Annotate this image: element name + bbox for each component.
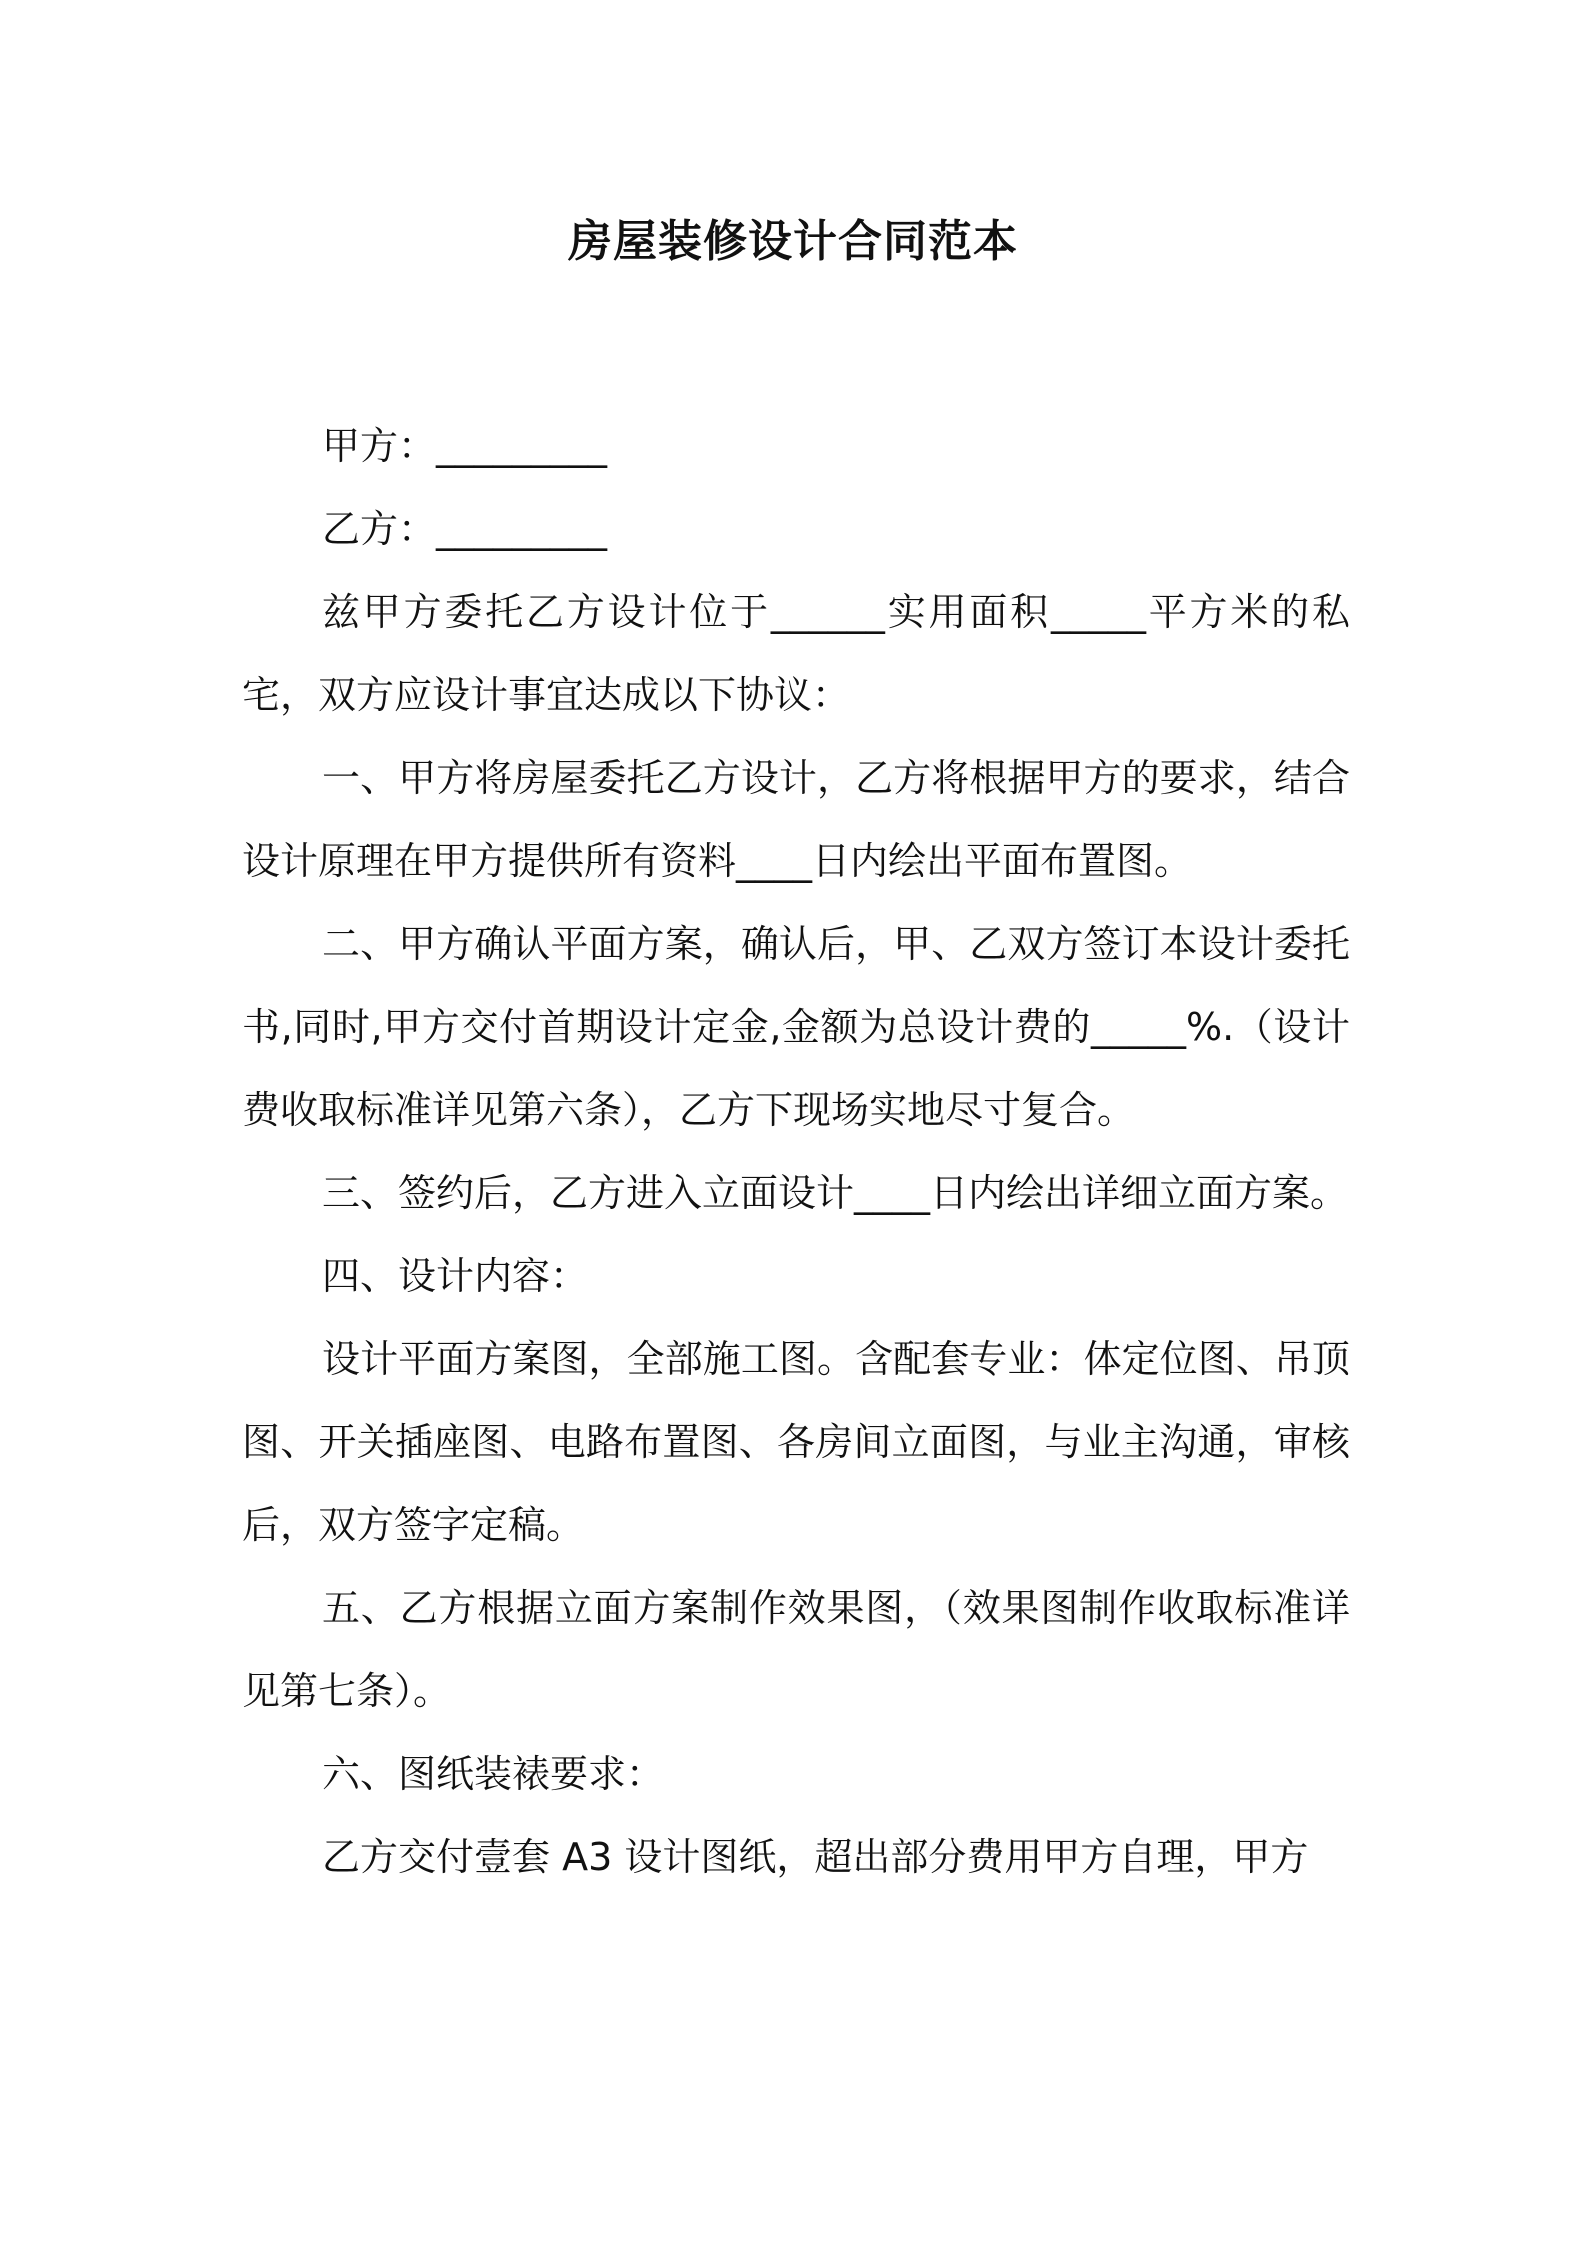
clause-5-paragraph: 五、乙方根据立面方案制作效果图，（效果图制作收取标准详见第七条）。 (242, 1586, 1350, 1713)
clause-4-heading: 四、设计内容： (322, 1254, 589, 1298)
clause-3-paragraph: 三、签约后，乙方进入立面设计____日内绘出详细立面方案。 (322, 1171, 1349, 1215)
document-title: 房屋装修设计合同范本 (568, 216, 1018, 267)
clause-1-paragraph: 一、甲方将房屋委托乙方设计，乙方将根据甲方的要求，结合设计原理在甲方提供所有资料____日内绘出平面布置图。 (242, 756, 1350, 883)
clause-6-content: 乙方交付壹套 A3 设计图纸，超出部分费用甲方自理，甲方 (322, 1835, 1309, 1879)
clause-6-heading: 六、图纸装裱要求： (322, 1752, 665, 1796)
party-b-line: 乙方：_________ (322, 507, 608, 551)
document-body (242, 405, 1350, 1899)
clause-4-content: 设计平面方案图，全部施工图。含配套专业：体定位图、吊顶图、开关插座图、电路布置图、各房间立面图，与业主沟通，审核后，双方签字定稿。 (242, 1337, 1350, 1547)
party-a-line: 甲方：_________ (322, 424, 608, 468)
clause-2-paragraph: 二、甲方确认平面方案，确认后，甲、乙双方签订本设计委托书,同时,甲方交付首期设计定金,金额为总设计费的_____%.（设计费收取标准详见第六条），乙方下现场实地尽寸复合。 (242, 922, 1350, 1132)
preamble-paragraph: 兹甲方委托乙方设计位于______实用面积_____平方米的私宅，双方应设计事宜达成以下协议： (242, 590, 1350, 717)
